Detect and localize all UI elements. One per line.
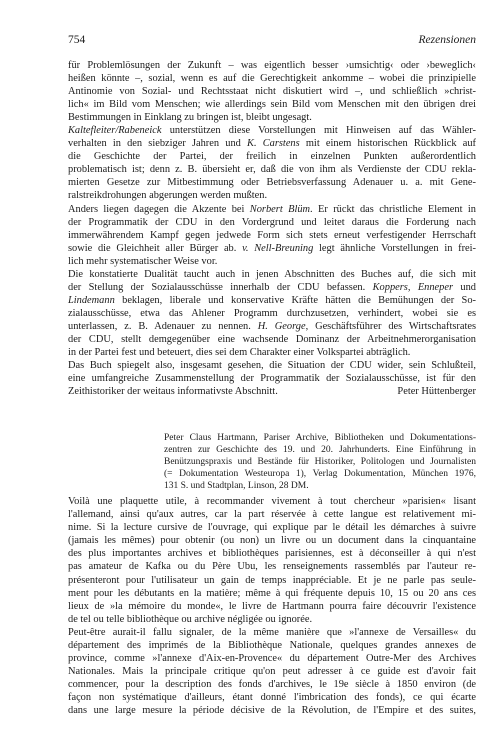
text-line: Peut-être aurait-il fallu signaler, de la même manière que »l'annexe de Versailles« du xyxy=(68,626,476,638)
text-line: (jamais les mêmes) pour obtenir (ou non) un livre ou un document dans la cinquantaine xyxy=(68,535,476,547)
review-paragraph-5 xyxy=(68,359,476,398)
reference-line: Peter Claus Hartmann, Pariser Archive, Bibliotheken und Dokumentations- xyxy=(164,433,476,444)
text-line: présenteront pour l'utilisateur un gain de temps inappréciable. Et je ne parle pas seule- xyxy=(68,574,476,586)
author-name: Kaltefleiter/Rabeneick xyxy=(68,125,162,137)
reviewer-signature: Peter Hüttenberger xyxy=(397,386,476,398)
text-line: Antinomie von Sozial- und Rechtsstaat nicht diskutiert wird –, und schließlich »christ- xyxy=(68,86,476,98)
text-line: ment pour les débutants en la matière; même à qui fréquente depuis 10, 15 ou 20 ans ces xyxy=(68,587,476,599)
text-line: für Problemlösungen der Zukunft – was eigentlich besser ›umsichtig‹ oder ›beweglich‹ xyxy=(68,60,476,71)
text-line: immerwährendem Kampf gegen jedwede Form sich stets erneut verfestigender Herrschaft xyxy=(68,229,476,241)
review-body xyxy=(68,59,476,398)
text-line: nime. Si la lecture cursive de l'ouvrage, qui explique par le détail les démarches à suivre xyxy=(68,522,476,534)
book-reference xyxy=(164,432,476,492)
text-span: sowie die Gleichheit aller Bürger ab. xyxy=(68,242,243,254)
text-line: pas amateur de Kafka ou du Père Ubu, les renseignements rassemblés par l'auteur re- xyxy=(68,561,476,573)
french-review xyxy=(68,495,476,717)
review-paragraph-3 xyxy=(68,203,476,268)
text-span: unterlassen, z. B. Adenauer zu nennen. xyxy=(68,320,258,332)
text-span: unterstützen diese Vorstellungen mit Hinweisen auf das Wähler- xyxy=(161,125,476,137)
text-line: l'allemand, ainsi qu'aux autres, car la part réservée à cette langue est relativement mi- xyxy=(68,509,476,521)
running-title: Rezensionen xyxy=(418,34,476,46)
french-paragraph-1 xyxy=(68,495,476,625)
reference-line: Benützungspraxis und Bestände für Historiker, Politologen und Journalisten xyxy=(164,457,476,468)
text-span: und xyxy=(453,281,476,293)
review-paragraph-4 xyxy=(68,268,476,359)
text-span: verhalten in den siebziger Jahren und xyxy=(68,138,248,150)
page xyxy=(68,34,476,717)
text-span: Anders liegen dagegen die Akzente bei xyxy=(68,203,250,215)
text-line: de tel ou telle bibliothèque ou archive négligée ou ignorée. xyxy=(68,613,313,625)
text-line: dans une large mesure la période décisive de la Révolution, de l'Empire et des suites, xyxy=(68,704,476,716)
text-line xyxy=(68,385,476,398)
page-header xyxy=(68,34,476,53)
french-paragraph-2 xyxy=(68,626,476,717)
text-line xyxy=(68,294,476,307)
text-line: lieux de »la mémoire du monde«, le livre de Hartmann pourra faire découvrir l'existence xyxy=(68,600,476,612)
author-name: Lindemann xyxy=(68,294,115,306)
text-line: die Geschichte der Partei, der freilich in einzelnen Punkten außerordentlich xyxy=(68,151,476,163)
text-span: legt ähnliche Vorstellungen in frei- xyxy=(313,242,476,254)
text-span: der Stellung der Sozialausschüsse innerhalb der CDU befassen. xyxy=(68,281,373,293)
page-number: 754 xyxy=(68,34,86,46)
reference-line: 131 S. und Stadtplan, Linson, 28 DM. xyxy=(164,481,309,492)
text-line xyxy=(68,242,476,255)
author-name: v. Nell-Breuning xyxy=(242,242,314,254)
reference-line: zentren zur Geschichte des 19. und 20. Jahrhunderts. Eine Einführung in xyxy=(164,445,476,456)
text-line: eine umfangreiche Zusammenstellung der Programmatik der Sozialausschüsse, ist für den xyxy=(68,373,476,385)
text-span: beklagen, liberale und konservative Kräfte hätten die Bemühungen der So- xyxy=(114,294,476,306)
review-paragraph-2 xyxy=(68,124,476,202)
text-line: lich mehr systematischer Weise vor. xyxy=(68,255,218,267)
text-line xyxy=(68,281,476,294)
text-line: façon non systématique d'ailleurs, étant donné l'imbrication des fonds), ce qui écarte xyxy=(68,691,476,703)
text-line: province, comme »l'annexe d'Aix-en-Provence« du département Outre-Mer des Archives xyxy=(68,652,476,664)
review-paragraph-1 xyxy=(68,59,476,124)
text-line: der Programmatik der CDU in den Vordergrund und leitet daraus die Forderung nach xyxy=(68,216,476,228)
text-line: der CDU, stellt demgegenüber eine wachsende Dominanz der Arbeitnehmerorganisation xyxy=(68,333,476,345)
text-line: in der Partei fest und beteuert, dies sei dem Charakter einer Volkspartei abträglich. xyxy=(68,347,411,359)
text-line: commencer, pour la description des fonds d'archives, le 19e siècle à 1850 environ (de xyxy=(68,678,476,690)
text-line: zialausschüsse, etwa das Ahlener Programm durchzusetzen, verhindert, wobei sie es xyxy=(68,307,476,319)
author-name: Norbert Blüm xyxy=(249,203,311,215)
text-span: . Er rückt das christliche Element in xyxy=(310,203,476,215)
text-line: département des imprimés de la Bibliothèque Nationale, quelques grandes annexes de xyxy=(68,639,476,651)
text-line: Die konstatierte Dualität taucht auch in jenen Abschnitten des Buches auf, die sich mit xyxy=(68,268,476,280)
text-line xyxy=(68,320,476,333)
text-line: Bestimmungen in Einklang zu bringen ist, bleibt ungesagt. xyxy=(68,112,312,124)
text-line xyxy=(68,203,476,216)
text-line: des plus importantes archives et bibliothèques parisiennes, est à déconseiller à qui n'est xyxy=(68,548,476,560)
text-line xyxy=(68,137,476,150)
text-line xyxy=(68,124,476,137)
text-span: Zeithistoriker der weitaus informativste Abschnitt. xyxy=(68,386,278,398)
text-line: Voilà une plaquette utile, à recommander vivement à tout chercheur »parisien« lisant xyxy=(68,496,476,508)
author-name: Koppers, Enneper xyxy=(372,281,454,293)
text-line: heißen könnte –, sozial, wenn es auf die Gerechtigkeit ankomme – wobei die prinzipielle xyxy=(68,73,476,85)
author-name: K. Carstens xyxy=(247,138,300,150)
reference-line: (= Dokumentation Westeuropa 1), Verlag Dokumentation, München 1976, xyxy=(164,469,476,480)
author-name: H. George xyxy=(257,320,306,332)
text-line: ralstreikdrohungen abgerungen werden mußten. xyxy=(68,190,268,202)
text-line: Das Buch spiegelt also, insgesamt gesehen, die Situation der CDU wider, sein Schlußteil, xyxy=(68,360,476,372)
text-line: Nationales. Mais la principale critique qu'on peut adresser à ce guide est d'avoir fait xyxy=(68,665,476,677)
text-span: mit einem historischen Rückblick auf xyxy=(299,138,476,150)
text-line: mierten Gesetze zur Mitbestimmung oder Betriebsverfassung Adenauer u. a. mit Gene- xyxy=(68,177,476,189)
text-line: problematisch ist; denn z. B. übersieht er, daß die von ihm als Verdienste der CDU rekla- xyxy=(68,164,476,176)
text-line: lich« im Bild vom Menschen; wie allerdings sein Bild vom Menschen mit den übrigen drei xyxy=(68,99,476,111)
text-span: , Geschäftsführer des Wirtschaftsrates xyxy=(305,320,476,332)
